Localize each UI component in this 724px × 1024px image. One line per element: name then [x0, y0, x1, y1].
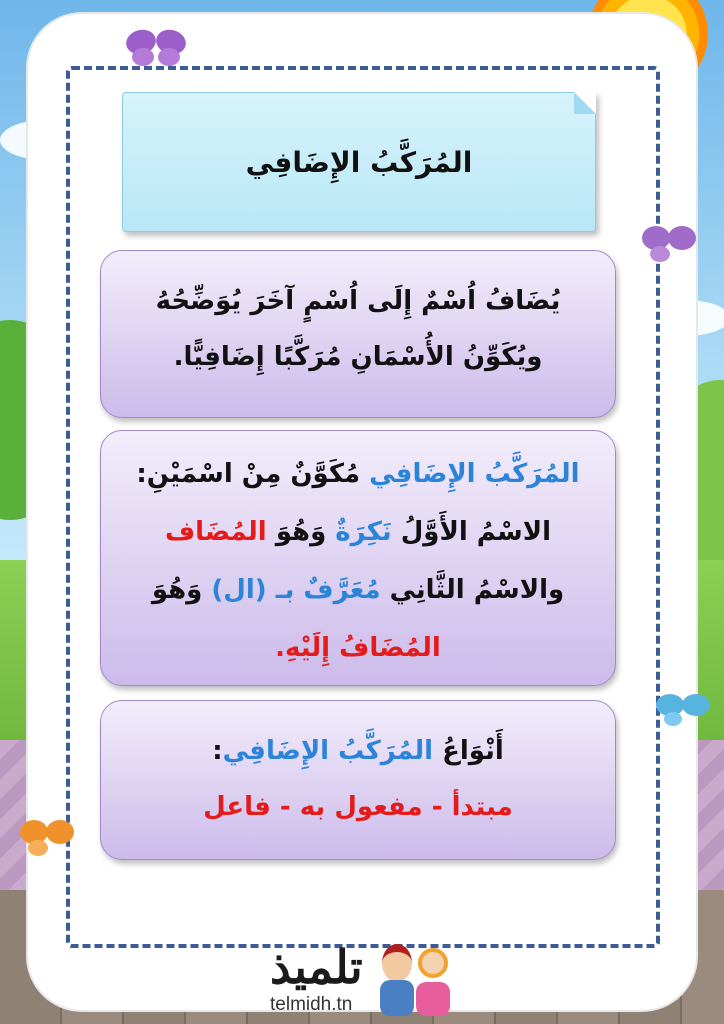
nakira-highlight: نَكِرَةٌ [335, 517, 392, 547]
girl-body-icon [416, 982, 450, 1016]
butterfly-icon [20, 816, 80, 860]
explanation-text: مُكَوَّنٌ مِنْ [241, 459, 370, 489]
logo-url: telmidh.tn [270, 994, 353, 1015]
types-list: مبتدأ - مفعول به - فاعل [203, 792, 513, 822]
al-highlight: (ال) [211, 575, 267, 605]
logo-word: تلميذ [270, 940, 363, 994]
girl-avatar-icon [418, 948, 448, 978]
definition-line-1: يُضَافُ اُسْمٌ إِلَى اُسْمٍ آخَرَ يُوَضِّحُهُ [155, 286, 561, 316]
types-panel [100, 700, 616, 860]
types-heading [121, 723, 595, 779]
boy-avatar-icon [382, 944, 412, 982]
mudaf-ilayh-highlight: المُضَافُ إِلَيْهِ. [275, 633, 441, 663]
boy-body-icon [380, 980, 414, 1016]
title-banner [122, 92, 596, 232]
explanation-text: والاسْمُ الثَّانِي [380, 575, 565, 605]
muarraf-highlight: مُعَرَّفٌ بـ [275, 575, 381, 605]
explanation-panel [100, 430, 616, 686]
butterfly-icon [656, 690, 716, 734]
term-highlight: المُرَكَّبُ الإِضَافِي [369, 459, 580, 489]
definition-line-2: ويُكَوِّنُ الأُسْمَانِ مُرَكَّبًا إِضَافِيًّا. [173, 342, 543, 372]
mudaf-highlight: المُضَاف [164, 517, 267, 547]
types-label: أَنْوَاعُ [433, 736, 504, 766]
definition-panel [100, 250, 616, 418]
explanation-text: وَهُوَ [275, 517, 336, 547]
butterfly-icon [642, 222, 702, 266]
butterfly-icon [126, 26, 186, 70]
explanation-text: اسْمَيْنِ: الاسْمُ الأَوَّلُ [136, 459, 552, 547]
page-title: المُرَكَّبُ الإِضَافِي [245, 145, 473, 179]
types-term: المُرَكَّبُ الإِضَافِي [222, 736, 434, 766]
telmidh-logo [262, 938, 462, 1022]
types-colon: : [212, 736, 223, 766]
explanation-text: وَهُوَ [151, 575, 212, 605]
